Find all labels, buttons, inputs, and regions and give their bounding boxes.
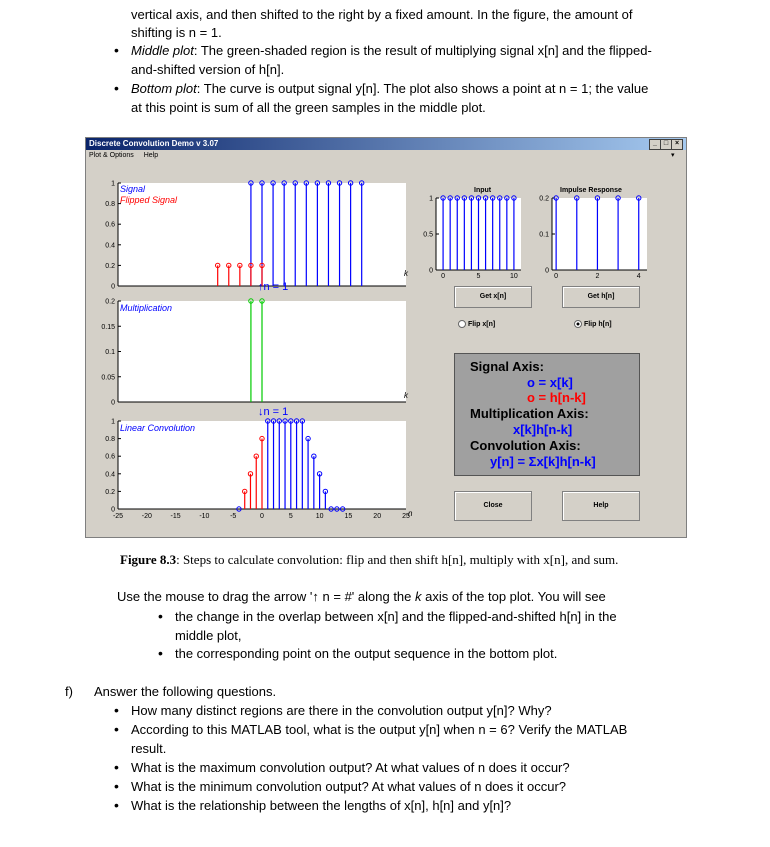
bullet-middle-plot bbox=[131, 42, 652, 59]
signal-axis-x: o = x[k] bbox=[527, 375, 573, 390]
help-button[interactable]: Help bbox=[562, 491, 640, 521]
mid-plot-tick-label: 0.05 bbox=[101, 374, 115, 382]
bottom-n-label: n bbox=[408, 509, 413, 518]
flip-x-label: Flip x[n] bbox=[467, 320, 496, 328]
menu-help[interactable]: Help bbox=[143, 152, 159, 159]
impulse-plot bbox=[552, 198, 647, 270]
bottom-plot-x-tick: -25 bbox=[112, 513, 124, 520]
top-plot-tick-label: 0.8 bbox=[105, 201, 115, 209]
instructions-text-b: axis of the top plot. You will see bbox=[421, 589, 606, 604]
top-plot-tick-label: 0.6 bbox=[105, 221, 115, 229]
bottom-plot-tick-label: 1 bbox=[111, 418, 115, 426]
impulse-plot-title: Impulse Response bbox=[560, 187, 622, 194]
instruction-bullet-1: • the change in the overlap between x[n] and the flipped-and-shifted h[n] in the bbox=[175, 608, 617, 625]
flip-h-label: Flip h[n] bbox=[583, 320, 612, 328]
get-x-button[interactable]: Get x[n] bbox=[454, 286, 532, 308]
bottom-plot-x-tick: -15 bbox=[170, 513, 181, 520]
top-plot-tick-label: 0.4 bbox=[105, 242, 115, 250]
question-f-label: f) bbox=[65, 684, 73, 699]
bottom-plot-x-tick: 20 bbox=[373, 513, 382, 520]
legend-multiplication: Multiplication bbox=[120, 303, 173, 313]
window-title: Discrete Convolution Demo v 3.07 bbox=[89, 139, 219, 148]
conv-axis-title: Convolution Axis: bbox=[470, 438, 581, 453]
instructions-k: k bbox=[415, 589, 422, 604]
mult-axis-expr: x[k]h[n-k] bbox=[513, 422, 573, 437]
mid-plot-tick-label: 0.15 bbox=[101, 323, 115, 331]
bottom-plot-tick-label: 0.2 bbox=[105, 488, 115, 496]
close-icon[interactable]: × bbox=[671, 139, 683, 150]
signal-axis-h: o = h[n-k] bbox=[527, 390, 586, 405]
minimize-icon[interactable]: _ bbox=[649, 139, 661, 150]
input-plot-tick-label: 1 bbox=[429, 195, 433, 203]
flip-h-radio[interactable] bbox=[574, 320, 612, 328]
question-2: • According to this MATLAB tool, what is the output y[n] when n = 6? Verify the MATLAB bbox=[131, 721, 627, 738]
top-k-label: k bbox=[404, 269, 408, 278]
impulse-plot-x-tick: 4 bbox=[636, 273, 641, 280]
bottom-plot-tick-label: 0.8 bbox=[105, 436, 115, 444]
bottom-plot-tick-label: 0 bbox=[111, 506, 115, 514]
legend-signal: Signal bbox=[120, 184, 146, 194]
figure-label: Figure 8.3 bbox=[120, 552, 177, 567]
instruction-bullet-2: • the corresponding point on the output sequence in the bottom plot. bbox=[175, 645, 557, 662]
intro-line-2: shifting is n = 1. bbox=[131, 25, 222, 40]
figure-caption bbox=[120, 552, 618, 568]
axis-info-panel bbox=[454, 353, 640, 476]
input-plot-tick-label: 0 bbox=[429, 267, 433, 275]
input-plot-x-tick: 0 bbox=[441, 273, 446, 280]
input-plot-tick-label: 0.5 bbox=[423, 231, 433, 239]
top-plot-tick-label: 0.2 bbox=[105, 262, 115, 270]
bottom-plot-x-tick: 0 bbox=[260, 513, 264, 520]
bottom-plot-x-tick: 5 bbox=[288, 513, 293, 520]
get-h-button[interactable]: Get h[n] bbox=[562, 286, 640, 308]
menu-chevron-icon[interactable]: ▾ bbox=[671, 152, 675, 159]
mid-shift-label: ↓n = 1 bbox=[258, 406, 289, 418]
mid-plot-tick-label: 0.2 bbox=[105, 298, 115, 306]
flip-x-radio[interactable] bbox=[458, 320, 495, 328]
impulse-plot-tick-label: 0.1 bbox=[539, 231, 549, 239]
maximize-icon[interactable]: □ bbox=[660, 139, 672, 150]
radio-checked-icon[interactable] bbox=[574, 320, 582, 328]
conv-axis-expr: y[n] = Σx[k]h[n-k] bbox=[490, 454, 596, 469]
top-plot-tick-label: 0 bbox=[111, 283, 115, 291]
signal-axis-title: Signal Axis: bbox=[470, 359, 544, 374]
bullet-bottom-plot-cont: at this point is sum of all the green samples in the middle plot. bbox=[131, 100, 486, 115]
intro-line-1: vertical axis, and then shifted to the right by a fixed amount. In the figure, the amount of bbox=[131, 7, 633, 22]
impulse-plot-tick-label: 0 bbox=[545, 267, 549, 275]
middle-plot-label: Middle plot bbox=[131, 43, 194, 58]
bullet-middle-plot-cont: and-shifted version of h[n]. bbox=[131, 62, 285, 77]
bottom-plot-tick-label: 0.6 bbox=[105, 453, 115, 461]
middle-plot-text: : The green-shaded region is the result of multiplying signal x[n] and the flipped- bbox=[193, 43, 652, 58]
question-5: • What is the relationship between the lengths of x[n], h[n] and y[n]? bbox=[131, 797, 511, 814]
bottom-plot-text: : The curve is output signal y[n]. The plot also shows a point at n = 1; the value bbox=[196, 81, 649, 96]
bullet-bottom-plot bbox=[131, 80, 648, 97]
close-button[interactable]: Close bbox=[454, 491, 532, 521]
convolution-demo-window bbox=[85, 137, 687, 538]
question-4: • What is the minimum convolution output? At what values of n does it occur? bbox=[131, 778, 566, 795]
impulse-plot-tick-label: 0.2 bbox=[539, 195, 549, 203]
figure-caption-text: : Steps to calculate convolution: flip and then shift h[n], multiply with x[n], and sum. bbox=[176, 552, 619, 567]
radio-unchecked-icon[interactable] bbox=[458, 320, 466, 328]
mid-plot-tick-label: 0.1 bbox=[105, 349, 115, 356]
bottom-plot-x-tick: -20 bbox=[141, 513, 152, 520]
input-plot-x-tick: 10 bbox=[510, 273, 518, 280]
bottom-plot-tick-label: 0.4 bbox=[105, 471, 115, 479]
input-plot-title: Input bbox=[474, 187, 492, 194]
bottom-plot-label: Bottom plot bbox=[131, 81, 197, 96]
top-plot-tick-label: 1 bbox=[111, 180, 115, 188]
impulse-plot-x-tick: 2 bbox=[595, 273, 600, 280]
instruction-bullet-1-cont: middle plot, bbox=[175, 628, 242, 643]
question-2-cont: result. bbox=[131, 741, 167, 756]
impulse-plot-x-tick: 0 bbox=[554, 273, 559, 280]
question-1: • How many distinct regions are there in the convolution output y[n]? Why? bbox=[131, 702, 552, 719]
question-f-heading: Answer the following questions. bbox=[94, 684, 277, 699]
bottom-plot-x-tick: -10 bbox=[199, 513, 210, 520]
bottom-plot-x-tick: -5 bbox=[230, 513, 237, 520]
mid-k-label: k bbox=[404, 391, 408, 400]
mult-axis-title: Multiplication Axis: bbox=[470, 406, 589, 421]
legend-linear-convolution: Linear Convolution bbox=[120, 423, 196, 433]
instructions-line bbox=[117, 588, 606, 605]
bottom-plot-x-tick: 15 bbox=[344, 513, 353, 520]
bottom-plot-x-tick: 10 bbox=[315, 513, 324, 520]
question-3: • What is the maximum convolution output? At what values of n does it occur? bbox=[131, 759, 570, 776]
mid-plot-tick-label: 0 bbox=[111, 399, 115, 407]
legend-flipped-signal: Flipped Signal bbox=[120, 195, 178, 205]
instructions-text-a: Use the mouse to drag the arrow '↑ n = #' along the bbox=[117, 589, 415, 604]
shift-arrow-handle[interactable]: ↑n = 1 bbox=[258, 281, 289, 293]
menu-plot-options[interactable]: Plot & Options bbox=[89, 152, 134, 159]
input-plot-x-tick: 5 bbox=[476, 273, 481, 280]
bottom-plot-x-tick: 25 bbox=[402, 513, 410, 520]
